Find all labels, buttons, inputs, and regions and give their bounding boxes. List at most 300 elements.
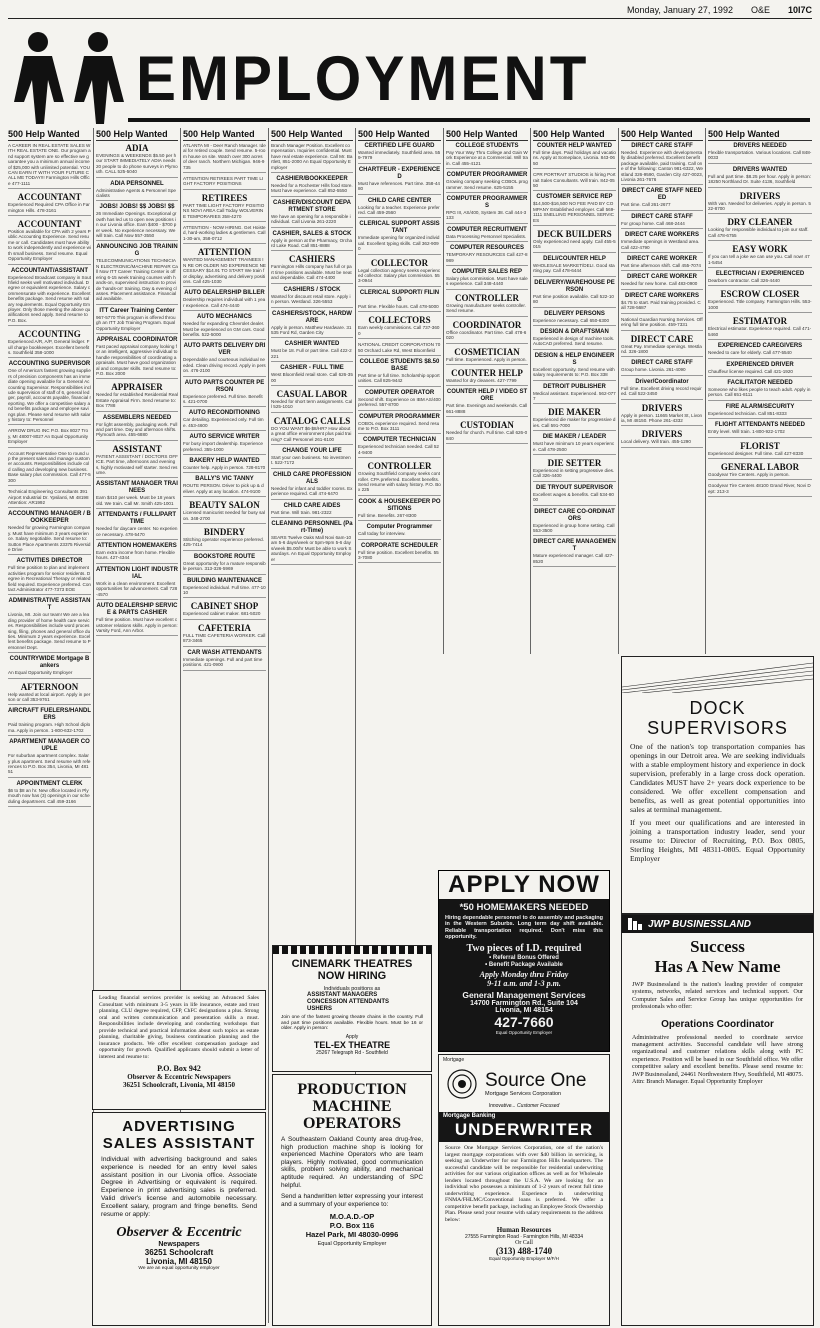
classified-ad-text: Medical assistant. Experienced. 562-0777 [533, 390, 616, 401]
classified-ad [358, 258, 441, 287]
classified-ad [8, 361, 91, 425]
classified-ad [358, 359, 441, 387]
apply-hours: Apply Monday thru Friday [479, 969, 569, 979]
classified-ad [358, 414, 441, 435]
cinemark-position-2: CONCESSION ATTENDANTS [307, 999, 390, 1005]
classified-ad-heading: DIE SETTER [547, 457, 602, 468]
classified-ad-text: Full time. Experienced. Apply in person. [446, 356, 527, 362]
classified-ad-text: Local delivery. Will train. 455-1290 [621, 439, 691, 445]
classified-ad-heading: COMPUTER PROGRAMMER [359, 413, 440, 420]
classified-ad [621, 429, 703, 447]
classified-ad-heading: DIE TRYOUT SUPERVISOR [535, 484, 613, 491]
classified-ad-heading: DIRECT CARE WORKERS [624, 292, 699, 299]
classified-ad [533, 280, 616, 308]
classified-ad-heading: CHILD CARE PROFESSIONALS [272, 471, 351, 485]
classified-ad-text: Help wanted at local airport. Apply in person or call 353-9761 [8, 691, 91, 703]
classified-ad [446, 196, 528, 224]
section-title: EMPLOYMENT [136, 43, 590, 114]
classified-ad [96, 181, 178, 202]
classified-ad [533, 256, 616, 277]
classified-ad [183, 476, 266, 497]
column-5 [358, 128, 441, 985]
classified-ad [621, 188, 703, 210]
classified-ad [446, 389, 528, 417]
jwp-logo-icon [628, 918, 642, 930]
classified-ad-heading: AUTO PARTS DELIVERY DRIVER [183, 343, 266, 357]
classified-ad-text: 26 Immediate Openings. Exceptional growth has led us to open new positions in our Livonia office. Earn $400 - $700 per week. No experience necessary. We will train. Call Now 557-3550 [96, 211, 177, 239]
classified-ad-heading: EXPERIENCED DRIVER [726, 361, 794, 368]
sourceone-address: 27555 Farmington Road · Farmington Hills, MI 48334 [464, 1234, 584, 1240]
classified-ad [708, 316, 812, 340]
cinemark-positions [273, 992, 431, 1013]
classified-ad [533, 172, 616, 191]
classified-ad-heading: ACCOUNTING MANAGER / BOOKKEEPER [8, 511, 91, 525]
classified-ad-heading: ADIA PERSONNEL [110, 180, 164, 187]
column-heading: 500 Help Wanted [96, 128, 178, 141]
classified-ad [708, 462, 812, 480]
classified-ad-heading: ADMINISTRATIVE ASSISTANT [8, 598, 91, 612]
apply-eoe: Equal Opportunity Employer [495, 1029, 553, 1035]
classified-ad-text: Full time. Benefits. 267-8300 [358, 512, 417, 518]
classified-ad-heading: DIRECT CARE CO-ORDINATORS [534, 508, 615, 522]
classified-ad-text: Work in a clean environment. Excellent opportunities for advancement. Call 728-4570 [96, 580, 178, 597]
classified-ad-text: $4.75 to start. Paid training provided. Call 728-5687 [621, 299, 701, 311]
cinemark-venue: TEL-EX THEATRE [313, 1039, 391, 1050]
classified-ad-heading: BEAUTY SALON [189, 500, 260, 511]
classified-ad [358, 543, 441, 564]
dock-body: One of the nation's top transportation companies has openings in our Detroit area. We are seeking individuals with a stable employment history and experience in dock supervision, preferably in a large cross dock operation. Candidates MUST have 2+ years dock experience to be considered. We offer excellent compensation and benefits, as well as great potential opportunities into sales at terminal management. [630, 742, 805, 814]
classified-ad-heading: EASY WORK [732, 244, 788, 255]
classified-ad-text: Looking for a teacher. Experience preferred. Call 459-2560 [358, 204, 440, 216]
classified-ad [708, 143, 812, 164]
classified-ad-heading: FLIGHT ATTENDANTS NEEDED [715, 422, 805, 429]
classified-ad-text: Part time. Will train. 981-2322 [271, 509, 332, 515]
classified-ad-heading: COLLEGE STUDENTS $8.50 BASE [359, 358, 440, 372]
classified-ad-text: Full time. Excellent driving record required. Call 522-3450 [621, 385, 702, 397]
classified-ad-text: Needed for a Rochester Hills food store. Must have experience. Call 852-5550 [271, 183, 353, 194]
classified-ad-text: Experienced cabinet maker. 681-5020 [183, 611, 261, 617]
classified-ad-text: Excellent opportunity. Send resume with salary requirements to: P.O. Box 338 [533, 366, 615, 378]
classified-ad-text: West Bloomfield retail store. Call 626-3500 [271, 372, 353, 383]
classified-ad-heading: APPOINTMENT CLERK [16, 780, 83, 787]
classified-ad-text: Legal collection agency seeks experienced collector. Salary plus commission. 553-0944 [358, 267, 441, 284]
classified-ad-text: Experienced die maker for progressive dies. Call 591-7000 [533, 417, 616, 428]
classified-ad-heading: DIRECT CARE STAFF [631, 360, 693, 367]
classified-ad [621, 256, 703, 271]
classified-ad [183, 578, 266, 599]
classified-ad-heading: DRY CLEANER [727, 217, 793, 228]
classified-ad-heading: ATTENDANTS / FULL/PART TIME [97, 512, 177, 526]
classified-ad [621, 293, 703, 314]
classified-ad [8, 511, 91, 555]
classified-ad-text: Looking for responsible individual to join our staff. Call 478-6755 [708, 227, 809, 238]
classified-ad [183, 434, 266, 455]
classified-ad-text: Pay Your Way Thru College and Gain Work Experience at a Commercial. Will train. Call 455-4121 [446, 150, 528, 166]
classified-ad [271, 472, 353, 500]
classified-ad-heading: COMPUTER TECHNICIAN [363, 437, 436, 444]
column-rule [443, 128, 444, 654]
classified-ad [708, 217, 812, 241]
classified-ad [8, 708, 91, 736]
sourceone-hr: Human Resources [496, 1226, 552, 1234]
classified-ad-text: $6 to $8 an hr. New office located in Plymouth now has (3) openings in our scheduling department. Call 459-3166 [8, 787, 90, 804]
classified-ad-heading: BOOKSTORE ROUTE [193, 553, 256, 560]
classified-ad [533, 384, 616, 405]
classified-ad [96, 143, 178, 178]
apply-title: APPLY NOW [439, 871, 609, 899]
classified-ad-heading: ELECTRICIAN / EXPERIENCED [715, 271, 805, 278]
adsales-logo: Observer & Eccentric [116, 1225, 242, 1241]
classified-ad [533, 485, 616, 506]
financial-consultant-ad [92, 990, 266, 1110]
classified-ad [708, 244, 812, 268]
classified-ad [358, 390, 441, 411]
classified-ad-text: Livonia, MI. Join our team! We are a leading provider of home health care services. Responsibilities include word processing, filing, phones and general office duties. Minimum 2 years experience. Excellent benefits package. Send resume to Personnel Dept. [8, 612, 91, 650]
cinemark-address: 25267 Telegraph Rd - Southfield [316, 1049, 388, 1056]
classified-ad-heading: ACCOUNTANT/ASSISTANT [10, 267, 89, 274]
classified-ad-heading: ESCROW CLOSER [720, 289, 800, 300]
adsales-papers: Newspapers [158, 1241, 200, 1249]
classified-ad-text: TEMPORARY RESOURCES Call 427-8989 [446, 252, 528, 263]
classified-ad-heading: COUNTER HELP [451, 367, 523, 378]
classified-ad-text: Needed. Experience with developmentally disabled preferred. Excellent benefit package available, paid training. Call one of the following: Canton 981-6322, Westland 326-9590, Garden City 427-0023, Livonia 261-7676 [621, 150, 703, 183]
classified-ad-text: Experienced A/R, A/P, General ledger. Full charge bookkeeper. Excellent benefits. Southfield 358-1000 [8, 339, 90, 355]
classified-ad-text: For group home. Call 468-2444 [621, 220, 685, 226]
classified-ad-heading: DIRECT CARE WORKERS [624, 232, 699, 239]
sourceone-body: Source One Mortgage Services Corporation, one of the nation's largest mortgage corporations with over $40 billion in servicing, is seeking an Underwriter for our Farmington Hills headquarters. The successful candidate will be responsible for residential underwriting activities for our various origination offices as well as for Wholesale lenders located throughout the U.S.A. We are looking for an individual who possesses a minimum of 1-2 years of recent full time underwriting experience. Experience in underwriting FNMA/FHLMC/Conventional loans is preferred. We offer a competitive benefit package, including an Employee Stock Ownership Plan. Please send your resume with salary requirements to the address below: [445, 1145, 603, 1223]
classified-ad-heading: CLERICAL SUPPORT/ FILING [359, 289, 440, 303]
classified-ad-heading: ATTENTION HOMEMAKERS [97, 543, 177, 550]
classified-ad [271, 287, 353, 308]
classified-ad-text: WANTED MANAGEMENT TRAINEES IN RE OR OLDER NO EXPERIENCE NECESSARY $14.91 TO START We train for display, advertising and delivery positions. Call 425-1030 [183, 257, 266, 284]
classified-ad-text: Full time days. Paid holidays and vacations. Apply at Someplace, Livonia. 843-0650 [533, 150, 616, 166]
classified-ad [183, 343, 266, 376]
classified-ad-text: Needed for new home. Call 483-0900 [621, 281, 698, 287]
classified-ad-text: Someone who likes people to teach adult. Apply in person. Call 651-8111 [708, 386, 811, 398]
classified-ad-text: Needed for short term assignments. Call 525-1010 [271, 398, 353, 410]
classified-ad-text: Must have references. Part time. 358-4480 [358, 180, 440, 192]
classified-ad [271, 143, 353, 173]
apply-sub: *50 HOMEMAKERS NEEDED [459, 902, 589, 913]
classified-ad [358, 198, 441, 219]
advertising-sales-ad [92, 1112, 266, 1326]
classified-ad-text: ROUTE PERSON. Driver to pick up & deliver. Apply at any location. 474-9100 [183, 483, 264, 494]
classified-ad-heading: CASHIER/DISCOUNT DEPARTMENT STORE [273, 199, 351, 213]
classified-ad [358, 143, 441, 164]
classified-ad-text: Apply in person. 11665 Market St, Livonia, MI 48150. Phone 261-4332 [621, 412, 703, 423]
classified-ad-heading: COLLECTOR [370, 257, 429, 268]
cinemark-position-1: ASSISTANT MANAGERS [307, 992, 378, 998]
classified-ad-text: Paid training program. High School diploma. Apply in person. 1-800-632-1702 [8, 722, 91, 733]
classified-ad-heading: CASHIER WANTED [284, 341, 340, 348]
cinemark-ad [272, 945, 432, 1072]
classified-ad-text: Needed to care for elderly. Call 477-5540 [708, 350, 792, 356]
classified-ad-text: ATTENTION - NOW HIRING. Get Hoisted, hard-working ladies & gentlemen. Call 1-30-am, 358-0712 [183, 225, 266, 241]
production-city: Hazel Park, MI 48030-0996 [305, 1230, 399, 1240]
classified-ad-text: Excellent wages & benefits. Call 534-8000 [533, 491, 614, 503]
classified-ad-text: Call today for interview. [358, 531, 406, 537]
classified-ad-heading: COOK & HOUSEKEEPER POSITIONS [358, 498, 441, 512]
column-heading: 500 Help Wanted [358, 128, 441, 141]
masthead [10, 30, 810, 125]
production-title-2: MACHINE [312, 1098, 392, 1115]
classified-ad-text: Great Pay. Immediate openings. Westland. 326-1800 [621, 343, 702, 354]
classified-ad-heading: DECK BUILDERS [537, 229, 612, 240]
column-heading: 500 Help Wanted [446, 128, 528, 141]
classified-ad [96, 337, 178, 379]
classified-ad-text: National Guardian Nursing Services. Offering full time position. 459-7331 [621, 316, 703, 328]
jwp-brand: JWP BUSINESSLAND [648, 918, 751, 930]
classified-ad [533, 539, 616, 567]
classified-ad [96, 382, 178, 411]
sourceone-phone: (313) 488-1740 [495, 1246, 553, 1256]
classified-ad [271, 365, 353, 386]
classified-ad [621, 274, 703, 289]
production-box: P.O. Box 116 [329, 1221, 375, 1231]
classified-ad [8, 558, 91, 595]
classified-ad [271, 254, 353, 283]
classified-ad-text: Full time position. Excellent benefits. 553-7080 [358, 549, 439, 560]
classified-ad-heading: CLERICAL SUPPORT ASSISTANT [359, 221, 440, 235]
classified-ad [621, 379, 703, 400]
apply-now-ad [438, 870, 610, 1052]
classified-ad [96, 567, 178, 600]
classified-ad [8, 192, 91, 216]
classified-ad [533, 434, 616, 455]
classified-ad-text: Entry level. Will train. 1-800-922-1702 [708, 429, 785, 435]
classified-ad [183, 527, 266, 551]
classified-ad-heading: DIRECT CARE [630, 333, 694, 344]
classified-ad-heading: BALLY'S VIC TANNY [195, 476, 254, 483]
classified-ad [183, 193, 266, 222]
classified-ad [8, 428, 91, 447]
classified-ad-text: Immediate openings. Full and part time positions. 421-0900 [183, 656, 263, 668]
classified-ad [358, 499, 441, 521]
source-one-ad [438, 1054, 610, 1326]
classified-ad-text: Earn extra income from home. Flexible hours. 427-4344 [96, 550, 175, 561]
classified-ad-heading: COORDINATOR [452, 319, 522, 330]
adsales-address: 36251 Schoolcraft [144, 1248, 214, 1258]
column-1 [8, 128, 91, 1323]
apply-bullet-1: • Referral Bonus Offered [489, 954, 559, 961]
classified-ad [621, 143, 703, 185]
classified-ad-text: Must have minimum 10 years experience. Call 478-2500 [533, 441, 615, 452]
classified-ad-text: Second shift. Experience on IBM AS/400 preferred. 557-8700 [358, 396, 441, 408]
column-7 [533, 128, 616, 654]
classified-ad [183, 314, 266, 340]
classified-ad [358, 342, 441, 356]
classified-ad-text: Licensed manicurist needed for busy salon. 348-2700 [183, 510, 265, 521]
classified-ad-heading: EXPERIENCED CAREGIVERS [717, 343, 803, 350]
classified-ad-heading: DRIVERS [641, 429, 683, 440]
classified-ad [533, 329, 616, 350]
classified-ad-heading: AUTO MECHANICS [197, 314, 252, 321]
classified-ad-text: Experienced in setting progressive dies. Call 326-4400 [533, 467, 615, 479]
classified-ad-text: Account Representative One to round up the present sales and manage customer accounts. Responsibilities include cold calling and developing new business. Base salary plus commission. Call 477-5300 [8, 450, 91, 483]
classified-ad-heading: COMPUTER RECRUITMENT [447, 226, 527, 233]
classified-ad [8, 268, 91, 327]
classified-ad-heading: CASHIERS [288, 254, 335, 265]
classified-ad [96, 415, 178, 441]
classified-ad-heading: CABINET SHOP [190, 601, 259, 612]
classified-ad-heading: CONTROLLER [367, 461, 432, 472]
classified-ad-text: Wanted immediately. Southfield area. 559-7979 [358, 150, 441, 161]
production-address: M.O.A.D.-OP [329, 1212, 375, 1222]
sourceone-tag: Mortgage Services Corporation [485, 1091, 562, 1097]
column-6 [446, 128, 528, 654]
classified-ad-heading: DRIVERS WANTED [732, 166, 788, 173]
production-eoe: Equal Opportunity Employer [317, 1241, 387, 1248]
classified-ad-text: Administrative Agents & Personnel Specialists [96, 187, 176, 199]
classified-ad [183, 601, 266, 619]
classified-ad-heading: DELIVERY PERSONS [544, 310, 605, 317]
classified-ad-heading: CASHIER/BOOKKEEPER [276, 176, 348, 183]
classified-ad-heading: ASSISTANT [112, 443, 162, 454]
column-heading: 500 Help Wanted [708, 128, 812, 141]
classified-ad [183, 176, 266, 190]
classified-ad-heading: AUTO DEALERSHIP BILLER [184, 290, 265, 297]
classified-ad-heading: DIRECT CARE STAFF [631, 143, 693, 149]
financial-body: Leading financial services provider is seeking an Advanced Sales Consultant with minimum 3-5 years in life insurance, estate and trust planning. CLU degree required, CFP, ChFC designations a plus. Strong oral and written communication and presentation skills a must. Responsibilities include developing and conducting workshops that provide technical and practical information about such topics as estate planning, charitable giving, business continuation planning and the insurance products. We offer excellent compensation package and opportunity for growth. Qualified applicants should submit a letter of interest and resume to: [99, 995, 259, 1060]
classified-ad-heading: DIRECT CARE WORKER [627, 256, 697, 263]
classified-ad-text: Needed for established Residential Real Estate Appraisal Firm. Send resume to: Box 7788 [96, 392, 178, 409]
classified-ad-text: Needed for church. Full time. Call 626-0840 [446, 430, 528, 441]
classified-ad-heading: COUNTRYWIDE Mortgage Bankers [9, 656, 90, 670]
classified-ad-text: Branch Manager Position. Excellent compensation. Inquiries confidential. Must have real estate experience. Call Mr. Bartlett, 851-2000 An Equal Opportunity Employer [271, 143, 353, 170]
classified-ad [183, 143, 266, 173]
classified-ad-text: PATIENT ASSISTANT / DOCTORS OFFICE. Part time, afternoons and evenings, highly motivated self starter. Send resume. [96, 453, 178, 476]
classified-ad [96, 543, 178, 564]
classified-ad [446, 227, 528, 242]
cinemark-body: Join one of the fastest growing theatre chains in the country. Full and part time positions available. Flexible hours. Must be 16 or older. Apply in person: [281, 1015, 423, 1032]
classified-ad-text: Apply in person at the Pharmacy, Orchard Lake Road. Call 851-8888 [271, 237, 353, 249]
classified-ad-text: Electrical estimator. Experience required. Call 471-5460 [708, 326, 812, 337]
classified-ad [96, 603, 178, 636]
classified-ad-text: Experienced in design of machine tools. AutoCAD preferred. Send resume. [533, 335, 615, 347]
classified-ad [8, 739, 91, 778]
classified-ad-text: Needed for daycare center. No experience necessary. 478-5470 [96, 526, 178, 537]
classified-ad-text: RPG III, AS/400, System 38. Call 444-3133 [446, 210, 527, 221]
classified-ad [708, 441, 812, 459]
column-heading: 500 Help Wanted [183, 128, 266, 141]
classified-ad-heading: BUILDING MAINTENANCE [187, 577, 262, 584]
classified-ad-text: Office coordinator. Part time. Call 478-6020 [446, 329, 527, 341]
production-body-2: Send a handwritten letter expressing your interest and a summary of your experience to: [281, 1193, 423, 1208]
classified-ad-heading: ANNOUNCING JOB TRAINING [96, 244, 178, 258]
classified-ad-heading: ESTIMATOR [732, 316, 788, 327]
financial-address-2: 36251 Schoolcraft, Livonia, MI 48150 [123, 1081, 235, 1089]
classified-ad-heading: CAR WASH ATTENDANTS [187, 649, 262, 656]
classified-ad-heading: COMPUTER PROGRAMMERS [446, 196, 528, 210]
classified-ad-heading: DIRECT CARE MANAGEMENT [533, 539, 616, 553]
classified-ad-text: Experienced designer. Full time. Call 427-8330 [708, 450, 804, 456]
classified-ad-heading: CHILD CARE CENTER [367, 197, 432, 204]
classified-ad-heading: AIRCRAFT FUELERS/HANDLERS [8, 708, 91, 722]
classified-ad-heading: DIRECT CARE STAFF NEEDED [622, 188, 702, 202]
classified-ad [533, 229, 616, 253]
classified-ad-text: Technical Engineering Consultants 391 Airport Industrial Dr. Ypsilanti, MI 48198 Attention: AR1992 [8, 489, 89, 505]
classified-ad-heading: CERTIFIED LIFE GUARD [364, 143, 435, 149]
classified-ad [183, 380, 266, 408]
classified-ad [446, 347, 528, 365]
classified-ad-heading: DRIVERS [739, 190, 781, 201]
classified-ad-text: Flexible transportation. Various locations. Call 848-0033 [708, 150, 812, 161]
classified-ad-heading: CHILD CARE AIDES [283, 502, 341, 509]
classified-ad [621, 214, 703, 229]
classified-ad-heading: CORPORATE SCHEDULER [361, 542, 438, 549]
classified-ad-heading: COUNTER HELP / VIDEO STORE [446, 389, 528, 403]
page-topline [8, 2, 812, 19]
classified-ad [708, 362, 812, 377]
column-heading: 500 Help Wanted [621, 128, 703, 141]
classified-ad [8, 329, 91, 358]
classified-ad [8, 656, 91, 678]
issue-date: Monday, January 27, 1992 [627, 5, 733, 15]
classified-ad-text: Part time. Call 261-2677 [621, 202, 671, 208]
classified-ad-heading: APPRAISAL COORDINATOR [96, 336, 178, 343]
classified-ad [8, 781, 91, 807]
classified-ad [358, 290, 441, 312]
classified-ad-text: Experience necessary. Call 650-6300 [533, 317, 610, 323]
classified-ad [8, 598, 91, 653]
classified-ad [96, 512, 178, 540]
classified-ad-heading: ACCOUNTING SUPERVISOR [8, 361, 91, 368]
classified-ad-heading: AUTO DEALERSHIP SERVICE & PARTS CASHIER [96, 603, 178, 617]
classified-ad-heading: JOBS! JOBS! $$ JOBS! $$ [99, 204, 175, 211]
column-rule [705, 128, 706, 654]
classified-ad-text: EVENINGS & WEEKENDS $5.50 per hour START IMMEDIATELY ADIA needs 20 people to do phone surveys in Plymouth. CALL 525-5040 [96, 153, 178, 175]
classified-ad-text: ARROW DRUG INC P.O. Box 8027 Troy, MI 48007-8027 An Equal Opportunity Employer [8, 428, 89, 445]
classified-ad [271, 521, 353, 565]
classified-ad-heading: COMPUTER RESOURCES [449, 245, 524, 252]
classified-ad [96, 204, 178, 241]
classified-ad-text: PART TIME LIGHT FACTORY POSITIONS NOVI AREA Call Today WOLVERINE TEMPORARIES 358-4270 [183, 202, 265, 219]
apply-address: 14700 Farmington Rd., Suite 104 [470, 999, 578, 1007]
classified-ad-text: Goodyear Tire Centers. Apply in person. [708, 471, 790, 477]
jwp-brand-bar [622, 915, 813, 933]
classified-ad-heading: CHANGE YOUR LIFE [282, 447, 342, 454]
cinemark-title: CINEMARK THEATRES NOW HIRING [291, 958, 413, 982]
classified-ad-heading: COMPUTER PROGRAMMER [446, 172, 528, 179]
classified-ad-heading: COMPUTER OPERATOR [364, 389, 435, 396]
classified-ad [708, 191, 812, 215]
classified-ad [8, 682, 91, 706]
classified-ad-text: Dependable and courteous individual needed. Clean driving record. Apply in person. 476-2100 [183, 357, 266, 374]
classified-ad [358, 221, 441, 254]
column-4 [271, 128, 353, 985]
classified-ad [271, 341, 353, 362]
jwp-ops-title: Operations Coordinator [661, 1018, 774, 1030]
adsales-eoe: We are an equal opportunity employer [138, 1266, 220, 1272]
classified-ad [271, 311, 353, 339]
classified-ad-heading: DESIGN & DRAFTSMAN [540, 328, 609, 335]
classified-ad-heading: DELIVERY/WAREHOUSE PERSON [534, 279, 615, 293]
classified-ad-text: Experienced technician. Call 851-8333 [708, 410, 787, 416]
classified-ad-text: Part time or full time. Scholarship opportunities. Call 825-9442 [358, 372, 440, 384]
classified-ad-heading: APARTMENT MANAGER COUPLE [9, 739, 90, 753]
classified-ad-text: Start your own business. No investment. 522-7172 [271, 454, 351, 466]
section-name: O&E [750, 5, 770, 15]
classified-ad-heading: DIE MAKER [548, 407, 601, 418]
classified-ad-heading: CHARTFEUR - EXPERIENCED [358, 166, 441, 180]
classified-ad-text: Earn $410 per week. Must be 18 years old. We train. Call Mr. Smith 425-1001 [96, 495, 175, 506]
classified-ad-heading: CASHIERS / STOCK [283, 286, 341, 293]
classified-ad-text: WHOLESALE MARKET/DELI. Good starting pay. Call 478-6444 [533, 262, 615, 274]
classified-ad-heading: RETIREES [201, 192, 248, 203]
classified-ad-text: Growing company seeking COBOL programmer. Send resume. 625-5155 [446, 179, 528, 190]
classified-ad-text: TELECOMMUNICATIONS TECHNICIAN ELECTRONIC/MACHINE REPAIR Call Now ITT Career Training Center is offering 6-15 week training courses with hands-on, supervised instruction to provide 'hands-on' training. Day & evening classes. Placement assistance. Financial aid available. [96, 258, 178, 302]
classified-ad-text: Part time position available. Call 522-1080 [533, 293, 614, 305]
